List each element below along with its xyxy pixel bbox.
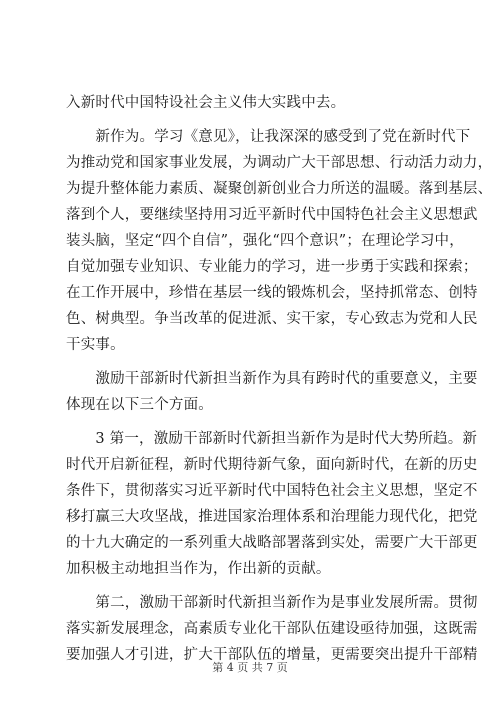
text-line: 条件下，贯彻落实习近平新时代中国特色社会主义思想，坚定不 — [66, 483, 478, 499]
text-line: 的十九大确定的一系列重大战略部署落到实处，需要广大干部更 — [66, 535, 478, 551]
text-line: 色、树典型。争当改革的促进派、实干家，专心致志为党和人民 — [66, 311, 478, 327]
text-line: 加积极主动地担当作为，作出新的贡献。 — [66, 561, 331, 577]
text-line: 自觉加强专业知识、专业能力的学习，进一步勇于实践和探索； — [66, 259, 478, 275]
paragraph-spacer — [66, 418, 452, 426]
page-footer: 第 4 页 共 7 页 — [212, 661, 288, 674]
text-line: 移打赢三大攻坚战，推进国家治理体系和治理能力现代化，把党 — [66, 509, 478, 525]
text-line: 激励干部新时代新担当新作为具有跨时代的重要意义，主要 — [66, 371, 478, 387]
text-line: 要加强人才引进，扩大干部队伍的增量，更需要突出提升干部精 — [66, 647, 478, 663]
text-line: 在工作开展中，珍惜在基层一线的锻炼机会，坚持抓常态、创特 — [66, 285, 478, 301]
text-line: 落实新发展理念，高素质专业化干部队伍建设亟待加强，这既需 — [66, 621, 478, 637]
paragraph — [66, 90, 452, 116]
text-line: 第二，激励干部新时代新担当新作为是事业发展所需。贯彻 — [66, 595, 478, 611]
text-line: 入新时代中国特设社会主义伟大实践中去。 — [66, 95, 346, 111]
paragraph-spacer — [66, 116, 452, 124]
document-body — [66, 90, 493, 668]
paragraph — [66, 426, 478, 582]
text-line: 时代开启新征程，新时代期待新气象，面向新时代，在新的历史 — [66, 457, 478, 473]
text-line: 为提升整体能力素质、凝聚创新创业合力所送的温暖。落到基层、 — [66, 181, 493, 197]
paragraph-spacer — [66, 358, 452, 366]
paragraph — [66, 124, 493, 358]
paragraph — [66, 590, 478, 668]
text-line: 干实事。 — [66, 337, 125, 353]
text-line: 体现在以下三个方面。 — [66, 397, 213, 413]
text-line: 3 第一，激励干部新时代新担当新作为是时代大势所趋。新 — [66, 431, 478, 447]
text-line: 新作为。学习《意见》，让我深深的感受到了党在新时代下 — [66, 129, 471, 145]
paragraph-spacer — [66, 582, 452, 590]
paragraph — [66, 366, 478, 418]
text-line: 落到个人，要继续坚持用习近平新时代中国特色社会主义思想武 — [66, 207, 478, 223]
text-line: 为推动党和国家事业发展，为调动广大干部思想、行动活力动力， — [66, 155, 493, 171]
text-line: 装头脑，坚定“四个自信”，强化“四个意识”；在理论学习中， — [66, 233, 464, 249]
